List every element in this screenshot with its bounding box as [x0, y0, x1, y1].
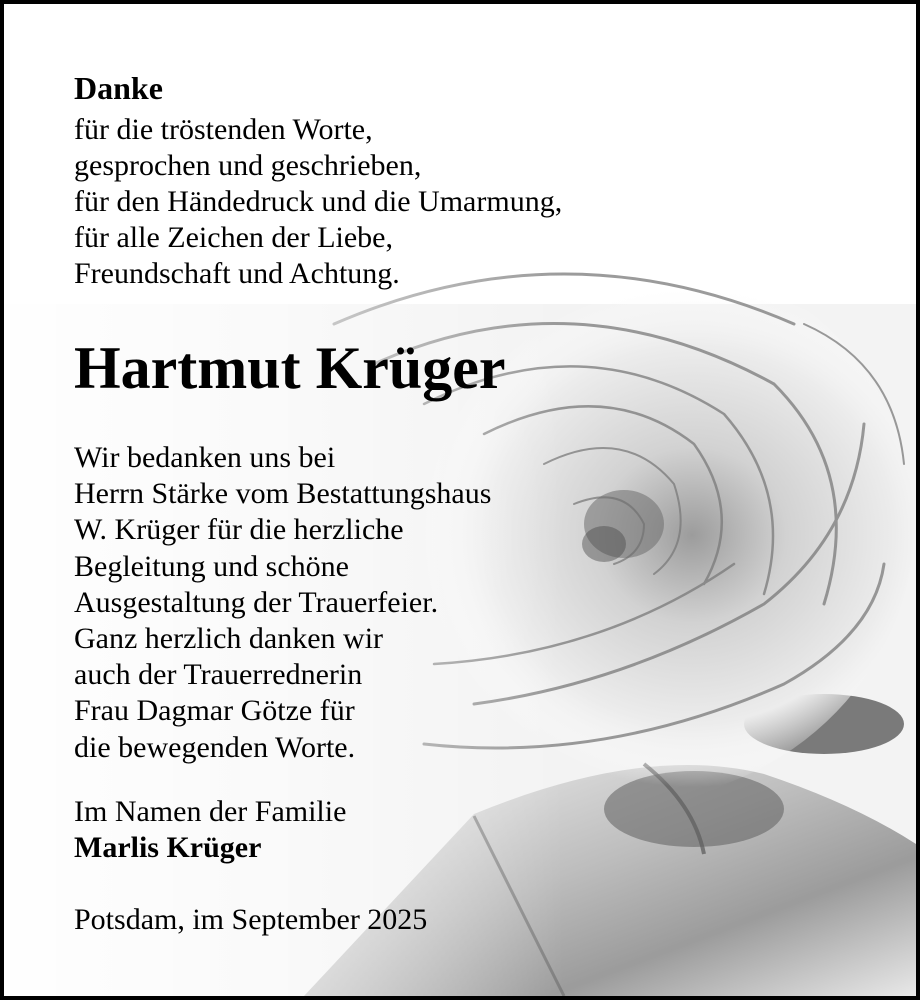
- body-line: Ganz herzlich danken wir: [74, 622, 384, 656]
- thank-you-body: [74, 440, 491, 766]
- body-line: die bewegenden Worte.: [74, 730, 356, 764]
- body-line: W. Krüger für die herzliche: [74, 513, 404, 547]
- body-line: Begleitung und schöne: [74, 549, 349, 583]
- heading-danke: Danke: [74, 70, 163, 106]
- family-label: Im Namen der Familie: [74, 795, 347, 828]
- notice-content: [74, 4, 916, 996]
- family-signatory: Marlis Krüger: [74, 831, 262, 864]
- intro-line: für den Händedruck und die Umarmung,: [74, 185, 563, 218]
- intro-line: Freundschaft und Achtung.: [74, 257, 400, 290]
- body-line: Herrn Stärke vom Bestattungshaus: [74, 477, 492, 511]
- intro-line: gesprochen und geschrieben,: [74, 149, 422, 182]
- body-line: Ausgestaltung der Trauerfeier.: [74, 585, 439, 619]
- place-and-date: Potsdam, im September 2025: [74, 903, 428, 936]
- deceased-name: Hartmut Krüger: [74, 335, 506, 401]
- intro-line: für die tröstenden Worte,: [74, 113, 373, 146]
- intro-text: [74, 112, 562, 292]
- intro-line: für alle Zeichen der Liebe,: [74, 221, 393, 254]
- body-line: auch der Trauerrednerin: [74, 658, 363, 692]
- body-line: Frau Dagmar Götze für: [74, 694, 355, 728]
- body-line: Wir bedanken uns bei: [74, 441, 336, 474]
